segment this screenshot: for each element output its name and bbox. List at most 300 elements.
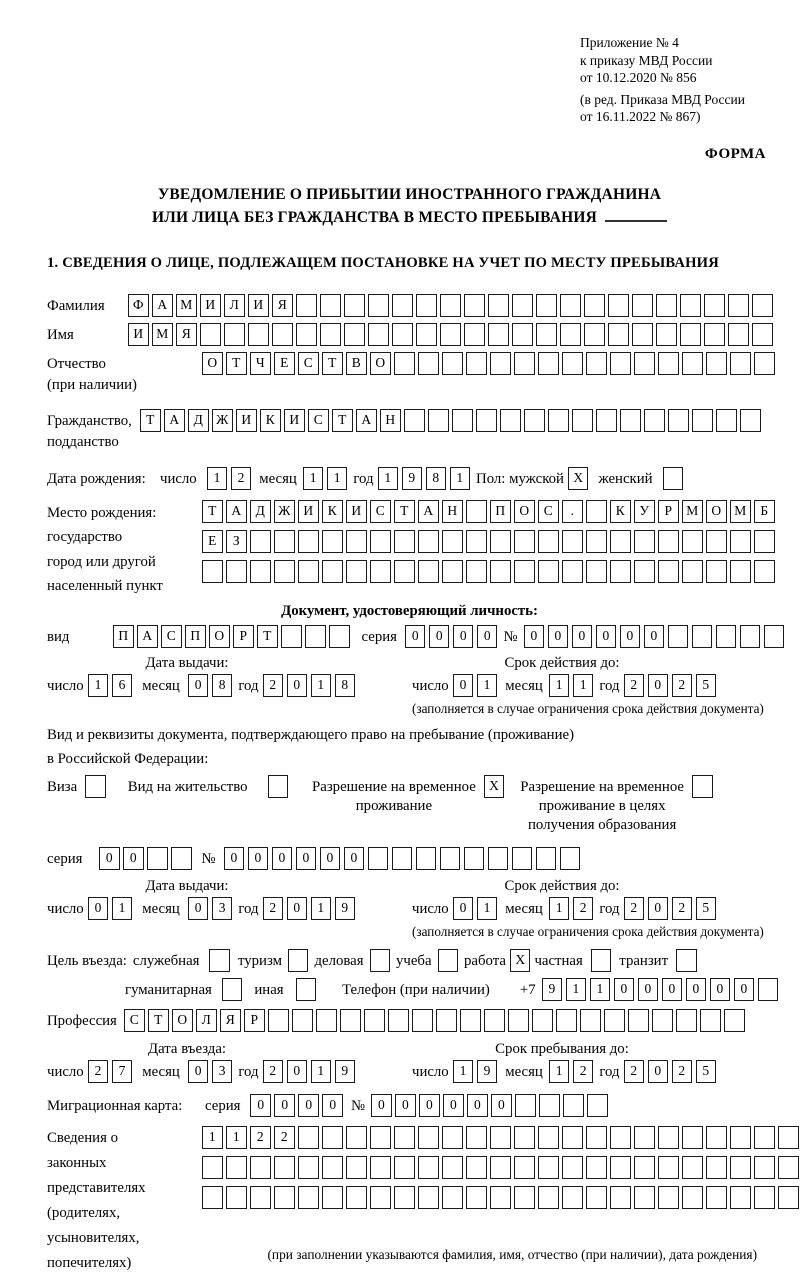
stay-issue-day-cell[interactable]: 0 (88, 897, 109, 920)
patronymic-cell[interactable] (634, 352, 655, 375)
doc-issue-day-cell[interactable]: 6 (112, 674, 133, 697)
representatives-cell[interactable] (586, 1186, 607, 1209)
birth-day-cell[interactable]: 1 (207, 467, 228, 490)
birthplace-cell[interactable] (418, 560, 439, 583)
representatives-cell[interactable] (490, 1156, 511, 1179)
representatives-cell[interactable] (466, 1156, 487, 1179)
representatives-cell[interactable] (658, 1156, 679, 1179)
surname-cell[interactable] (560, 294, 581, 317)
profession-cell[interactable] (388, 1009, 409, 1032)
doc-kind-cell[interactable]: П (113, 625, 134, 648)
firstname-cell[interactable] (704, 323, 725, 346)
patronymic-cell[interactable] (610, 352, 631, 375)
citizenship-cell[interactable]: А (164, 409, 185, 432)
patronymic-cell[interactable] (490, 352, 511, 375)
representatives-cell[interactable]: 1 (226, 1126, 247, 1149)
citizenship-cell[interactable] (500, 409, 521, 432)
birthplace-cell[interactable] (562, 530, 583, 553)
birthplace-cell[interactable] (730, 530, 751, 553)
representatives-cell[interactable]: 1 (202, 1126, 223, 1149)
citizenship-cell[interactable]: Н (380, 409, 401, 432)
doc-number-cell[interactable] (764, 625, 785, 648)
citizenship-cell[interactable]: И (284, 409, 305, 432)
birthplace-cell[interactable] (250, 560, 271, 583)
profession-cell[interactable] (556, 1009, 577, 1032)
surname-cell[interactable] (584, 294, 605, 317)
surname-cell[interactable] (656, 294, 677, 317)
surname-cell[interactable] (296, 294, 317, 317)
representatives-cell[interactable] (370, 1126, 391, 1149)
stay-issue-year-cell[interactable]: 2 (263, 897, 284, 920)
birthplace-cell[interactable]: М (730, 500, 751, 523)
purpose-study-checkbox-cell[interactable] (438, 949, 459, 972)
citizenship-cell[interactable] (596, 409, 617, 432)
stay-issue-day-cell[interactable]: 1 (112, 897, 133, 920)
patronymic-cell[interactable]: Т (226, 352, 247, 375)
representatives-cell[interactable] (730, 1156, 751, 1179)
stay-number-cell[interactable]: 0 (272, 847, 293, 870)
patronymic-cell[interactable]: Т (322, 352, 343, 375)
representatives-cell[interactable] (394, 1156, 415, 1179)
surname-cell[interactable] (728, 294, 749, 317)
stay-until-year-cell[interactable]: 2 (624, 1060, 645, 1083)
firstname-cell[interactable] (416, 323, 437, 346)
representatives-cell[interactable] (586, 1156, 607, 1179)
representatives-cell[interactable] (514, 1126, 535, 1149)
citizenship-cell[interactable] (404, 409, 425, 432)
representatives-cell[interactable] (490, 1126, 511, 1149)
mc-number-cell[interactable] (539, 1094, 560, 1117)
representatives-cell[interactable] (346, 1126, 367, 1149)
entry-year-cell[interactable]: 1 (311, 1060, 332, 1083)
representatives-cell[interactable]: 2 (250, 1126, 271, 1149)
patronymic-cell[interactable] (754, 352, 775, 375)
surname-cell[interactable] (368, 294, 389, 317)
birthplace-cell[interactable]: С (538, 500, 559, 523)
birthplace-cell[interactable] (586, 560, 607, 583)
stay-valid-year-cell[interactable]: 0 (648, 897, 669, 920)
patronymic-cell[interactable] (562, 352, 583, 375)
phone-cell[interactable]: 0 (662, 978, 683, 1001)
birthplace-cell[interactable]: И (298, 500, 319, 523)
birthplace-cell[interactable] (370, 530, 391, 553)
representatives-cell[interactable] (442, 1186, 463, 1209)
purpose-work-checkbox-cell[interactable]: X (510, 949, 531, 972)
profession-cell[interactable] (484, 1009, 505, 1032)
birthplace-cell[interactable]: Т (394, 500, 415, 523)
citizenship-cell[interactable] (716, 409, 737, 432)
doc-issue-month-cell[interactable]: 0 (188, 674, 209, 697)
representatives-cell[interactable] (394, 1186, 415, 1209)
birthplace-cell[interactable] (490, 560, 511, 583)
citizenship-cell[interactable] (452, 409, 473, 432)
phone-cell[interactable]: 0 (614, 978, 635, 1001)
doc-series-cell[interactable]: 0 (477, 625, 498, 648)
birth-year-cell[interactable]: 1 (450, 467, 471, 490)
profession-cell[interactable] (268, 1009, 289, 1032)
doc-kind-cell[interactable]: О (209, 625, 230, 648)
surname-cell[interactable]: А (152, 294, 173, 317)
profession-cell[interactable] (508, 1009, 529, 1032)
stay-valid-month-cell[interactable]: 2 (573, 897, 594, 920)
stay-issue-month-cell[interactable]: 3 (212, 897, 233, 920)
purpose-tourism-checkbox-cell[interactable] (288, 949, 309, 972)
birthplace-cell[interactable] (418, 530, 439, 553)
doc-valid-day-cell[interactable]: 1 (477, 674, 498, 697)
surname-cell[interactable] (632, 294, 653, 317)
representatives-cell[interactable] (298, 1186, 319, 1209)
mc-series-cell[interactable]: 0 (250, 1094, 271, 1117)
stay-valid-year-cell[interactable]: 2 (672, 897, 693, 920)
doc-issue-year-cell[interactable]: 8 (335, 674, 356, 697)
stay-issue-month-cell[interactable]: 0 (188, 897, 209, 920)
phone-cell[interactable]: 9 (542, 978, 563, 1001)
citizenship-cell[interactable] (740, 409, 761, 432)
doc-kind-cell[interactable] (305, 625, 326, 648)
birth-year-cell[interactable]: 8 (426, 467, 447, 490)
birthplace-cell[interactable] (514, 560, 535, 583)
representatives-cell[interactable] (490, 1186, 511, 1209)
representatives-cell[interactable] (250, 1186, 271, 1209)
stay-valid-month-cell[interactable]: 1 (549, 897, 570, 920)
representatives-cell[interactable] (370, 1156, 391, 1179)
birthplace-cell[interactable] (298, 560, 319, 583)
patronymic-cell[interactable] (442, 352, 463, 375)
birthplace-cell[interactable] (274, 530, 295, 553)
stay-until-month-cell[interactable]: 2 (573, 1060, 594, 1083)
entry-year-cell[interactable]: 0 (287, 1060, 308, 1083)
representatives-cell[interactable] (610, 1126, 631, 1149)
representatives-cell[interactable] (658, 1126, 679, 1149)
patronymic-cell[interactable]: О (370, 352, 391, 375)
representatives-cell[interactable] (370, 1186, 391, 1209)
stay-number-cell[interactable]: 0 (320, 847, 341, 870)
representatives-cell[interactable] (250, 1156, 271, 1179)
birthplace-cell[interactable] (514, 530, 535, 553)
birthplace-cell[interactable] (610, 560, 631, 583)
doc-series-cell[interactable]: 0 (453, 625, 474, 648)
birthplace-cell[interactable] (394, 530, 415, 553)
surname-cell[interactable] (344, 294, 365, 317)
doc-valid-year-cell[interactable]: 0 (648, 674, 669, 697)
profession-cell[interactable]: Л (196, 1009, 217, 1032)
mc-number-cell[interactable]: 0 (371, 1094, 392, 1117)
birthplace-cell[interactable]: О (514, 500, 535, 523)
birthplace-cell[interactable] (394, 560, 415, 583)
doc-issue-year-cell[interactable]: 0 (287, 674, 308, 697)
profession-cell[interactable] (436, 1009, 457, 1032)
purpose-official-checkbox-cell[interactable] (209, 949, 230, 972)
firstname-cell[interactable] (536, 323, 557, 346)
surname-cell[interactable] (440, 294, 461, 317)
phone-cell[interactable]: 0 (638, 978, 659, 1001)
entry-month-cell[interactable]: 3 (212, 1060, 233, 1083)
stay-issue-year-cell[interactable]: 9 (335, 897, 356, 920)
entry-year-cell[interactable]: 9 (335, 1060, 356, 1083)
representatives-cell[interactable] (346, 1186, 367, 1209)
doc-valid-day-cell[interactable]: 0 (453, 674, 474, 697)
firstname-cell[interactable] (728, 323, 749, 346)
patronymic-cell[interactable] (586, 352, 607, 375)
mc-number-cell[interactable]: 0 (395, 1094, 416, 1117)
representatives-cell[interactable] (538, 1156, 559, 1179)
representatives-cell[interactable] (514, 1156, 535, 1179)
patronymic-cell[interactable] (466, 352, 487, 375)
birthplace-cell[interactable]: Р (658, 500, 679, 523)
representatives-cell[interactable] (778, 1126, 799, 1149)
firstname-cell[interactable]: М (152, 323, 173, 346)
representatives-cell[interactable] (298, 1126, 319, 1149)
birthplace-cell[interactable]: А (418, 500, 439, 523)
stay-number-cell[interactable] (440, 847, 461, 870)
patronymic-cell[interactable] (682, 352, 703, 375)
doc-valid-month-cell[interactable]: 1 (549, 674, 570, 697)
purpose-other-checkbox-cell[interactable] (296, 978, 317, 1001)
birthplace-cell[interactable]: И (346, 500, 367, 523)
stay-number-cell[interactable] (392, 847, 413, 870)
firstname-cell[interactable]: Я (176, 323, 197, 346)
birthplace-cell[interactable] (226, 560, 247, 583)
doc-number-cell[interactable] (668, 625, 689, 648)
mc-number-cell[interactable]: 0 (443, 1094, 464, 1117)
birth-year-cell[interactable]: 9 (402, 467, 423, 490)
profession-cell[interactable] (292, 1009, 313, 1032)
birthplace-cell[interactable]: А (226, 500, 247, 523)
representatives-cell[interactable] (706, 1186, 727, 1209)
stay-number-cell[interactable] (368, 847, 389, 870)
birthplace-cell[interactable] (250, 530, 271, 553)
birthplace-cell[interactable] (706, 530, 727, 553)
birthplace-cell[interactable] (466, 530, 487, 553)
mc-series-cell[interactable]: 0 (322, 1094, 343, 1117)
entry-day-cell[interactable]: 7 (112, 1060, 133, 1083)
surname-cell[interactable]: Л (224, 294, 245, 317)
birthplace-cell[interactable] (346, 530, 367, 553)
representatives-cell[interactable] (682, 1186, 703, 1209)
profession-cell[interactable] (604, 1009, 625, 1032)
doc-number-cell[interactable]: 0 (524, 625, 545, 648)
citizenship-cell[interactable]: Ж (212, 409, 233, 432)
profession-cell[interactable]: Р (244, 1009, 265, 1032)
gender-female-checkbox-cell[interactable] (663, 467, 684, 490)
entry-day-cell[interactable]: 2 (88, 1060, 109, 1083)
phone-cell[interactable]: 0 (734, 978, 755, 1001)
profession-cell[interactable] (364, 1009, 385, 1032)
representatives-cell[interactable] (706, 1126, 727, 1149)
representatives-cell[interactable] (730, 1126, 751, 1149)
doc-valid-year-cell[interactable]: 2 (672, 674, 693, 697)
citizenship-cell[interactable] (524, 409, 545, 432)
patronymic-cell[interactable]: Е (274, 352, 295, 375)
doc-series-cell[interactable]: 0 (429, 625, 450, 648)
doc-issue-month-cell[interactable]: 8 (212, 674, 233, 697)
stay-number-cell[interactable] (488, 847, 509, 870)
representatives-cell[interactable] (610, 1186, 631, 1209)
firstname-cell[interactable] (224, 323, 245, 346)
firstname-cell[interactable] (200, 323, 221, 346)
birthplace-cell[interactable] (634, 560, 655, 583)
firstname-cell[interactable] (656, 323, 677, 346)
birthplace-cell[interactable]: Д (250, 500, 271, 523)
representatives-cell[interactable] (418, 1186, 439, 1209)
firstname-cell[interactable] (296, 323, 317, 346)
birthplace-cell[interactable]: Ж (274, 500, 295, 523)
patronymic-cell[interactable] (418, 352, 439, 375)
birthplace-cell[interactable] (658, 530, 679, 553)
profession-cell[interactable] (676, 1009, 697, 1032)
surname-cell[interactable] (512, 294, 533, 317)
doc-kind-cell[interactable]: Р (233, 625, 254, 648)
entry-year-cell[interactable]: 2 (263, 1060, 284, 1083)
profession-cell[interactable] (652, 1009, 673, 1032)
birthplace-cell[interactable] (658, 560, 679, 583)
phone-cell[interactable]: 0 (686, 978, 707, 1001)
stay-issue-year-cell[interactable]: 1 (311, 897, 332, 920)
birthplace-cell[interactable] (682, 530, 703, 553)
doc-kind-cell[interactable] (329, 625, 350, 648)
representatives-cell[interactable] (562, 1126, 583, 1149)
representatives-cell[interactable] (202, 1186, 223, 1209)
patronymic-cell[interactable]: В (346, 352, 367, 375)
mc-series-cell[interactable]: 0 (298, 1094, 319, 1117)
representatives-cell[interactable] (754, 1186, 775, 1209)
surname-cell[interactable]: Я (272, 294, 293, 317)
birthplace-cell[interactable] (610, 530, 631, 553)
citizenship-cell[interactable]: С (308, 409, 329, 432)
representatives-cell[interactable] (322, 1186, 343, 1209)
representatives-cell[interactable] (274, 1156, 295, 1179)
representatives-cell[interactable] (754, 1156, 775, 1179)
birthplace-cell[interactable] (370, 560, 391, 583)
stay-number-cell[interactable] (560, 847, 581, 870)
mc-number-cell[interactable] (587, 1094, 608, 1117)
firstname-cell[interactable] (344, 323, 365, 346)
birthplace-cell[interactable] (538, 560, 559, 583)
firstname-cell[interactable] (368, 323, 389, 346)
stay-until-day-cell[interactable]: 9 (477, 1060, 498, 1083)
profession-cell[interactable]: С (124, 1009, 145, 1032)
purpose-private-checkbox-cell[interactable] (591, 949, 612, 972)
profession-cell[interactable] (700, 1009, 721, 1032)
birthplace-cell[interactable]: К (322, 500, 343, 523)
citizenship-cell[interactable] (476, 409, 497, 432)
surname-cell[interactable] (536, 294, 557, 317)
representatives-cell[interactable] (538, 1126, 559, 1149)
birthplace-cell[interactable] (322, 530, 343, 553)
firstname-cell[interactable] (272, 323, 293, 346)
representatives-cell[interactable] (274, 1186, 295, 1209)
birthplace-cell[interactable]: . (562, 500, 583, 523)
birthplace-cell[interactable] (730, 560, 751, 583)
visa-checkbox-cell[interactable] (85, 775, 106, 798)
surname-cell[interactable] (488, 294, 509, 317)
stay-until-year-cell[interactable]: 2 (672, 1060, 693, 1083)
representatives-cell[interactable] (778, 1186, 799, 1209)
representatives-cell[interactable] (538, 1186, 559, 1209)
firstname-cell[interactable] (320, 323, 341, 346)
profession-cell[interactable] (724, 1009, 745, 1032)
birthplace-cell[interactable]: С (370, 500, 391, 523)
birth-year-cell[interactable]: 1 (378, 467, 399, 490)
citizenship-cell[interactable] (620, 409, 641, 432)
patronymic-cell[interactable]: С (298, 352, 319, 375)
birth-month-cell[interactable]: 1 (303, 467, 324, 490)
residence-permit-checkbox-cell[interactable] (268, 775, 289, 798)
representatives-cell[interactable] (610, 1156, 631, 1179)
stay-number-cell[interactable]: 0 (224, 847, 245, 870)
representatives-cell[interactable] (682, 1126, 703, 1149)
representatives-cell[interactable] (322, 1156, 343, 1179)
stay-issue-year-cell[interactable]: 0 (287, 897, 308, 920)
doc-number-cell[interactable] (740, 625, 761, 648)
birthplace-cell[interactable] (562, 560, 583, 583)
birthplace-cell[interactable] (682, 560, 703, 583)
birthplace-cell[interactable]: Е (202, 530, 223, 553)
stay-series-cell[interactable]: 0 (123, 847, 144, 870)
doc-number-cell[interactable]: 0 (572, 625, 593, 648)
representatives-cell[interactable] (562, 1186, 583, 1209)
firstname-cell[interactable] (560, 323, 581, 346)
doc-valid-month-cell[interactable]: 1 (573, 674, 594, 697)
representatives-cell[interactable] (634, 1126, 655, 1149)
profession-cell[interactable] (412, 1009, 433, 1032)
doc-kind-cell[interactable]: А (137, 625, 158, 648)
surname-cell[interactable] (608, 294, 629, 317)
patronymic-cell[interactable]: О (202, 352, 223, 375)
stay-valid-day-cell[interactable]: 0 (453, 897, 474, 920)
firstname-cell[interactable] (680, 323, 701, 346)
representatives-cell[interactable] (466, 1126, 487, 1149)
stay-until-month-cell[interactable]: 1 (549, 1060, 570, 1083)
doc-valid-year-cell[interactable]: 5 (696, 674, 717, 697)
profession-cell[interactable] (460, 1009, 481, 1032)
representatives-cell[interactable]: 2 (274, 1126, 295, 1149)
stay-number-cell[interactable]: 0 (248, 847, 269, 870)
birthplace-cell[interactable] (466, 560, 487, 583)
birthplace-cell[interactable] (754, 560, 775, 583)
representatives-cell[interactable] (706, 1156, 727, 1179)
patronymic-cell[interactable] (730, 352, 751, 375)
mc-number-cell[interactable] (515, 1094, 536, 1117)
purpose-humanitarian-checkbox-cell[interactable] (222, 978, 243, 1001)
birth-day-cell[interactable]: 2 (231, 467, 252, 490)
citizenship-cell[interactable] (692, 409, 713, 432)
representatives-cell[interactable] (346, 1156, 367, 1179)
representatives-cell[interactable] (418, 1156, 439, 1179)
doc-series-cell[interactable]: 0 (405, 625, 426, 648)
representatives-cell[interactable] (442, 1156, 463, 1179)
citizenship-cell[interactable]: Т (140, 409, 161, 432)
doc-valid-year-cell[interactable]: 2 (624, 674, 645, 697)
doc-kind-cell[interactable]: С (161, 625, 182, 648)
surname-cell[interactable] (416, 294, 437, 317)
representatives-cell[interactable] (298, 1156, 319, 1179)
phone-cell[interactable] (758, 978, 779, 1001)
birthplace-cell[interactable]: П (490, 500, 511, 523)
birthplace-cell[interactable]: Т (202, 500, 223, 523)
profession-cell[interactable] (580, 1009, 601, 1032)
surname-cell[interactable]: И (248, 294, 269, 317)
birthplace-cell[interactable] (586, 530, 607, 553)
surname-cell[interactable]: И (200, 294, 221, 317)
surname-cell[interactable] (392, 294, 413, 317)
phone-cell[interactable]: 0 (710, 978, 731, 1001)
profession-cell[interactable] (316, 1009, 337, 1032)
stay-number-cell[interactable] (464, 847, 485, 870)
birthplace-cell[interactable]: У (634, 500, 655, 523)
representatives-cell[interactable] (226, 1186, 247, 1209)
surname-cell[interactable] (752, 294, 773, 317)
